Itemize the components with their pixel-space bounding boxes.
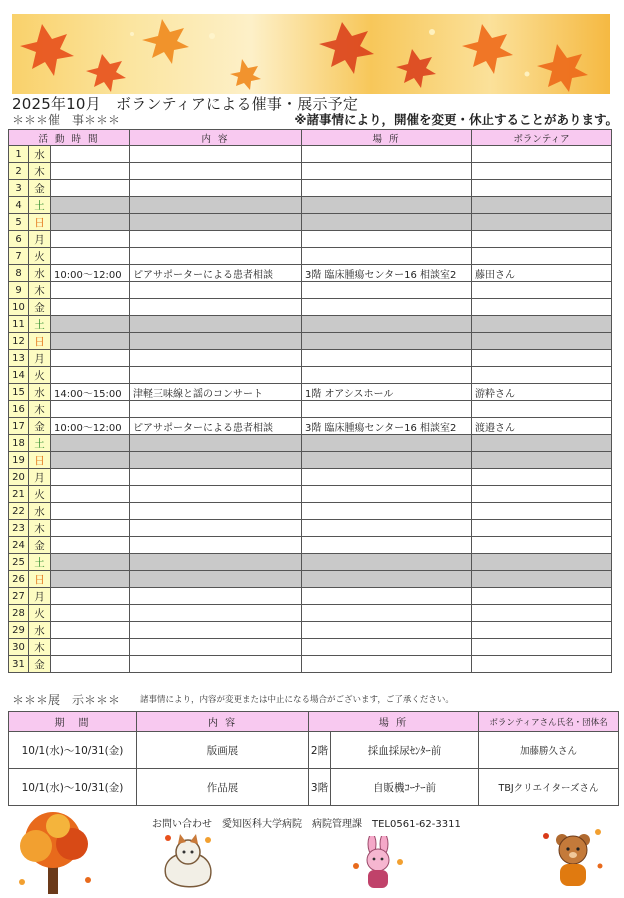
event-volunteer — [472, 452, 612, 469]
table-row — [9, 622, 612, 639]
event-time: 10:00～12:00 — [51, 265, 130, 282]
day-number: 21 — [9, 486, 29, 503]
event-volunteer — [472, 180, 612, 197]
event-content — [130, 367, 302, 384]
event-volunteer — [472, 486, 612, 503]
event-time — [51, 367, 130, 384]
event-place — [302, 197, 472, 214]
exhibition-header-row — [9, 712, 619, 732]
exhibition-floor: 3階 — [309, 769, 331, 806]
event-time — [51, 503, 130, 520]
table-row — [9, 265, 612, 282]
column-header-content: 内 容 — [130, 130, 302, 146]
table-row — [9, 588, 612, 605]
event-content — [130, 180, 302, 197]
event-place — [302, 248, 472, 265]
day-number: 17 — [9, 418, 29, 435]
event-content — [130, 605, 302, 622]
column-header-place: 場 所 — [309, 712, 479, 732]
day-number: 8 — [9, 265, 29, 282]
table-row — [9, 732, 619, 769]
event-time — [51, 656, 130, 673]
event-content — [130, 520, 302, 537]
table-row — [9, 214, 612, 231]
page-title: 2025年10月 ボランティアによる催事・展示予定 — [12, 95, 359, 113]
day-number: 22 — [9, 503, 29, 520]
table-row — [9, 605, 612, 622]
event-content — [130, 231, 302, 248]
day-number: 19 — [9, 452, 29, 469]
event-content — [130, 146, 302, 163]
table-row — [9, 486, 612, 503]
table-row — [9, 282, 612, 299]
table-row — [9, 769, 619, 806]
exhibition-volunteer: TBJクリエイターズさん — [479, 769, 619, 806]
event-time — [51, 163, 130, 180]
weekday: 日 — [29, 333, 51, 350]
event-content — [130, 656, 302, 673]
event-time — [51, 401, 130, 418]
event-time — [51, 588, 130, 605]
table-row — [9, 384, 612, 401]
event-place: 3階 臨床腫瘍センター16 相談室2 — [302, 265, 472, 282]
weekday: 水 — [29, 265, 51, 282]
weekday: 土 — [29, 197, 51, 214]
weekday: 火 — [29, 486, 51, 503]
event-content — [130, 299, 302, 316]
weekday: 日 — [29, 571, 51, 588]
event-content — [130, 333, 302, 350]
event-place — [302, 469, 472, 486]
table-row — [9, 435, 612, 452]
event-content: 津軽三味線と謡のコンサート — [130, 384, 302, 401]
event-time — [51, 231, 130, 248]
weekday: 月 — [29, 350, 51, 367]
event-time — [51, 605, 130, 622]
event-volunteer — [472, 316, 612, 333]
event-content — [130, 486, 302, 503]
weekday: 火 — [29, 367, 51, 384]
table-row — [9, 367, 612, 384]
event-place — [302, 146, 472, 163]
weekday: 金 — [29, 537, 51, 554]
event-place — [302, 656, 472, 673]
table-row — [9, 571, 612, 588]
event-content — [130, 554, 302, 571]
bear-with-leaves-icon — [540, 826, 604, 890]
weekday: 土 — [29, 554, 51, 571]
event-place — [302, 214, 472, 231]
exhibition-floor: 2階 — [309, 732, 331, 769]
day-number: 3 — [9, 180, 29, 197]
event-volunteer — [472, 469, 612, 486]
event-volunteer — [472, 537, 612, 554]
table-row — [9, 520, 612, 537]
day-number: 23 — [9, 520, 29, 537]
event-time — [51, 571, 130, 588]
day-number: 20 — [9, 469, 29, 486]
event-volunteer — [472, 656, 612, 673]
event-time: 10:00～12:00 — [51, 418, 130, 435]
event-schedule-table — [8, 129, 612, 673]
event-time — [51, 435, 130, 452]
event-time — [51, 299, 130, 316]
weekday: 金 — [29, 180, 51, 197]
day-number: 15 — [9, 384, 29, 401]
exhibition-place: 採血採尿ｾﾝﾀｰ前 — [331, 732, 479, 769]
day-number: 26 — [9, 571, 29, 588]
day-number: 31 — [9, 656, 29, 673]
event-place — [302, 622, 472, 639]
weekday: 水 — [29, 622, 51, 639]
table-row — [9, 197, 612, 214]
day-number: 2 — [9, 163, 29, 180]
weekday: 木 — [29, 639, 51, 656]
event-place — [302, 435, 472, 452]
event-time — [51, 537, 130, 554]
column-header-place: 場 所 — [302, 130, 472, 146]
event-volunteer — [472, 401, 612, 418]
event-time — [51, 214, 130, 231]
event-place — [302, 503, 472, 520]
event-time — [51, 197, 130, 214]
event-content — [130, 571, 302, 588]
table-row — [9, 656, 612, 673]
event-volunteer — [472, 503, 612, 520]
autumn-tree-icon — [8, 810, 100, 896]
event-time — [51, 146, 130, 163]
event-content — [130, 639, 302, 656]
column-header-time: 活 動 時 間 — [9, 130, 130, 146]
weekday: 金 — [29, 299, 51, 316]
event-place — [302, 571, 472, 588]
event-volunteer — [472, 248, 612, 265]
table-row — [9, 248, 612, 265]
event-place — [302, 452, 472, 469]
table-row — [9, 146, 612, 163]
event-place — [302, 180, 472, 197]
weekday: 木 — [29, 282, 51, 299]
exhibition-table — [8, 711, 619, 806]
maple-leaves-illustration — [12, 14, 610, 94]
weekday: 水 — [29, 503, 51, 520]
event-place — [302, 316, 472, 333]
weekday: 月 — [29, 231, 51, 248]
event-content — [130, 503, 302, 520]
event-place — [302, 486, 472, 503]
event-time — [51, 639, 130, 656]
day-number: 24 — [9, 537, 29, 554]
exhibition-content: 作品展 — [137, 769, 309, 806]
event-place — [302, 231, 472, 248]
day-number: 27 — [9, 588, 29, 605]
event-volunteer — [472, 605, 612, 622]
schedule-header-row — [9, 130, 612, 146]
weekday: 月 — [29, 588, 51, 605]
event-place — [302, 520, 472, 537]
event-volunteer — [472, 197, 612, 214]
event-place: 3階 臨床腫瘍センター16 相談室2 — [302, 418, 472, 435]
event-place — [302, 639, 472, 656]
event-content — [130, 282, 302, 299]
weekday: 土 — [29, 435, 51, 452]
event-content — [130, 622, 302, 639]
event-place — [302, 299, 472, 316]
change-notice: ※諸事情により，開催を変更・休止することがあります。 — [294, 112, 618, 127]
exhibitions-heading: ＊＊＊展 示＊＊＊ — [12, 693, 121, 707]
contact-info: お問い合わせ 愛知医科大学病院 病院管理課 TEL0561-62-3311 — [152, 819, 461, 830]
autumn-leaves-banner — [12, 14, 610, 94]
event-volunteer — [472, 146, 612, 163]
event-volunteer — [472, 588, 612, 605]
table-row — [9, 350, 612, 367]
event-volunteer — [472, 214, 612, 231]
column-header-volunteer: ボランティアさん氏名・団体名 — [479, 712, 619, 732]
event-time — [51, 333, 130, 350]
event-content — [130, 537, 302, 554]
day-number: 30 — [9, 639, 29, 656]
weekday: 金 — [29, 656, 51, 673]
day-number: 6 — [9, 231, 29, 248]
day-number: 9 — [9, 282, 29, 299]
event-content — [130, 163, 302, 180]
weekday: 木 — [29, 163, 51, 180]
table-row — [9, 299, 612, 316]
event-volunteer — [472, 231, 612, 248]
day-number: 25 — [9, 554, 29, 571]
event-time — [51, 520, 130, 537]
day-number: 12 — [9, 333, 29, 350]
event-time: 14:00～15:00 — [51, 384, 130, 401]
event-place — [302, 350, 472, 367]
weekday: 水 — [29, 146, 51, 163]
weekday: 木 — [29, 520, 51, 537]
event-content: ピアサポーターによる患者相談 — [130, 418, 302, 435]
day-number: 5 — [9, 214, 29, 231]
event-time — [51, 282, 130, 299]
column-header-period: 期 間 — [9, 712, 137, 732]
events-heading: ＊＊＊催 事＊＊＊ — [12, 113, 121, 127]
event-place — [302, 367, 472, 384]
day-number: 1 — [9, 146, 29, 163]
event-content — [130, 214, 302, 231]
event-content — [130, 401, 302, 418]
event-time — [51, 486, 130, 503]
column-header-content: 内 容 — [137, 712, 309, 732]
event-volunteer — [472, 554, 612, 571]
event-volunteer — [472, 622, 612, 639]
event-content — [130, 197, 302, 214]
weekday: 水 — [29, 384, 51, 401]
table-row — [9, 537, 612, 554]
table-row — [9, 163, 612, 180]
day-number: 16 — [9, 401, 29, 418]
event-volunteer — [472, 299, 612, 316]
table-row — [9, 316, 612, 333]
event-place — [302, 605, 472, 622]
event-content: ピアサポーターによる患者相談 — [130, 265, 302, 282]
event-content — [130, 248, 302, 265]
table-row — [9, 180, 612, 197]
event-place — [302, 588, 472, 605]
event-content — [130, 350, 302, 367]
event-volunteer — [472, 435, 612, 452]
event-volunteer — [472, 367, 612, 384]
event-content — [130, 469, 302, 486]
event-content — [130, 452, 302, 469]
cat-with-leaves-icon — [160, 832, 216, 892]
exhibition-period: 10/1(水)～10/31(金) — [9, 769, 137, 806]
event-content — [130, 316, 302, 333]
event-volunteer — [472, 639, 612, 656]
event-time — [51, 248, 130, 265]
event-content — [130, 588, 302, 605]
event-place — [302, 554, 472, 571]
table-row — [9, 231, 612, 248]
weekday: 土 — [29, 316, 51, 333]
event-volunteer — [472, 571, 612, 588]
event-place — [302, 163, 472, 180]
weekday: 金 — [29, 418, 51, 435]
exhibitions-note: 諸事情により，内容が変更または中止になる場合がございます，ご了承ください。 — [140, 695, 454, 705]
exhibition-content: 版画展 — [137, 732, 309, 769]
event-place: 1階 オアシスホール — [302, 384, 472, 401]
event-volunteer: 藤田さん — [472, 265, 612, 282]
weekday: 火 — [29, 248, 51, 265]
exhibition-period: 10/1(水)～10/31(金) — [9, 732, 137, 769]
day-number: 28 — [9, 605, 29, 622]
exhibition-place: 自販機ｺｰﾅｰ前 — [331, 769, 479, 806]
event-content — [130, 435, 302, 452]
event-place — [302, 537, 472, 554]
event-place — [302, 333, 472, 350]
event-time — [51, 452, 130, 469]
day-number: 18 — [9, 435, 29, 452]
exhibition-volunteer: 加藤勝久さん — [479, 732, 619, 769]
event-volunteer: 游粋さん — [472, 384, 612, 401]
rabbit-with-leaves-icon — [350, 836, 406, 894]
table-row — [9, 452, 612, 469]
event-time — [51, 554, 130, 571]
event-volunteer — [472, 350, 612, 367]
day-number: 11 — [9, 316, 29, 333]
table-row — [9, 333, 612, 350]
weekday: 日 — [29, 214, 51, 231]
table-row — [9, 639, 612, 656]
event-volunteer — [472, 333, 612, 350]
weekday: 日 — [29, 452, 51, 469]
event-volunteer: 渡邉さん — [472, 418, 612, 435]
event-volunteer — [472, 163, 612, 180]
day-number: 14 — [9, 367, 29, 384]
table-row — [9, 503, 612, 520]
day-number: 7 — [9, 248, 29, 265]
event-time — [51, 622, 130, 639]
event-place — [302, 282, 472, 299]
event-volunteer — [472, 282, 612, 299]
table-row — [9, 554, 612, 571]
day-number: 13 — [9, 350, 29, 367]
day-number: 4 — [9, 197, 29, 214]
column-header-volunteer: ボランティア — [472, 130, 612, 146]
table-row — [9, 469, 612, 486]
event-time — [51, 469, 130, 486]
weekday: 月 — [29, 469, 51, 486]
event-place — [302, 401, 472, 418]
weekday: 火 — [29, 605, 51, 622]
event-time — [51, 316, 130, 333]
event-time — [51, 180, 130, 197]
table-row — [9, 418, 612, 435]
event-volunteer — [472, 520, 612, 537]
day-number: 10 — [9, 299, 29, 316]
day-number: 29 — [9, 622, 29, 639]
table-row — [9, 401, 612, 418]
weekday: 木 — [29, 401, 51, 418]
event-time — [51, 350, 130, 367]
